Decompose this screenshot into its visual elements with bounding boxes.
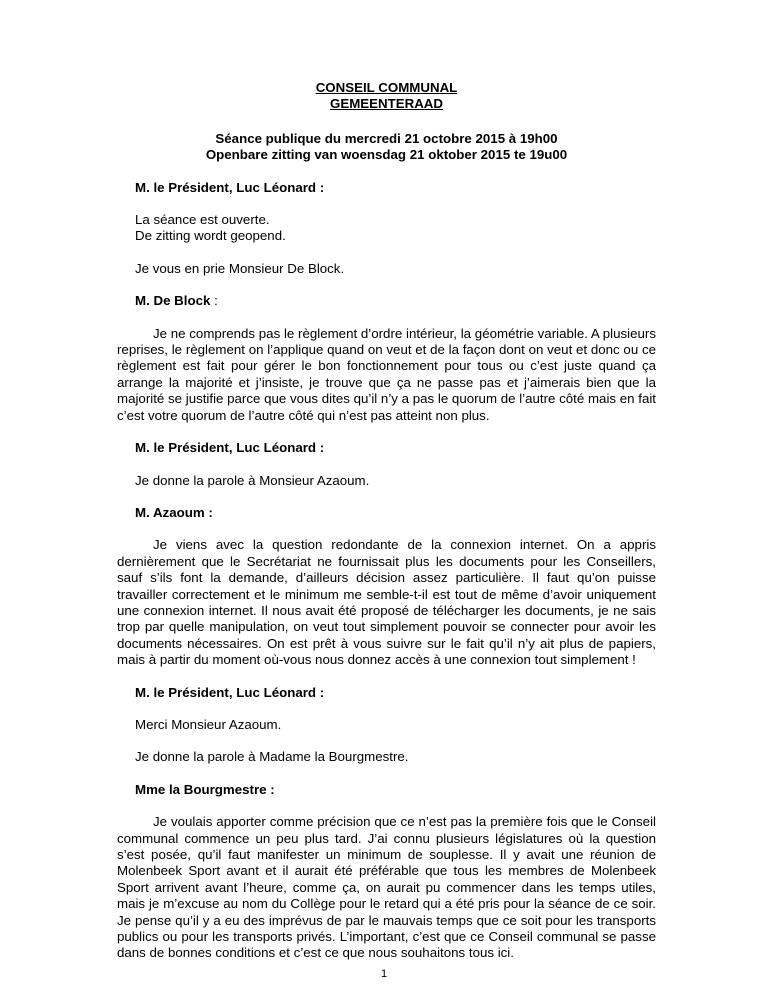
text-invite-de-block: Je vous en prie Monsieur De Block. <box>135 260 345 276</box>
page-number: 1 <box>380 968 388 980</box>
text-zitting-geopend: De zitting wordt geopend. <box>135 228 286 244</box>
document-title <box>117 80 656 113</box>
text-merci-azaoum: Merci Monsieur Azaoum. <box>135 716 282 732</box>
text-seance-ouverte: La séance est ouverte. <box>135 212 270 228</box>
text-parole-bourgmestre: Je donne la parole à Madame la Bourgmestre. <box>135 749 409 765</box>
text-parole-azaoum: Je donne la parole à Monsieur Azaoum. <box>135 472 370 488</box>
speaker-de-block <box>117 293 656 309</box>
session-fr: Séance publique du mercredi 21 octobre 2015 à 19h00 <box>215 130 558 146</box>
speaker-president-1: M. le Président, Luc Léonard : <box>135 179 325 195</box>
speaker-de-block-colon: : <box>210 293 218 309</box>
session-nl: Openbare zitting van woensdag 21 oktober 2015 te 19u00 <box>205 147 568 163</box>
paragraph-azaoum: Je viens avec la question redondante de la connexion internet. On a appris dernièrement que le Secrétariat ne fournissait plus les documents pour les Conseillers, sauf s’ils font la demande, d’ailleurs décision assez particulière. Il faut qu’on puisse travailler correctement et le minimum me semble-t-il est tout de même d’avoir uniquement une connexion internet. Il nous avait été proposé de télécharger les documents, je ne sais trop par quelle manipulation, on veut tout simplement pouvoir se connecter pour avoir les documents nécessaires. On est prêt à vous suivre sur le fait qu’il n’y ait plus de papiers, mais à partir du moment où-vous nous donnez accès à une connexion tout simplement ! <box>117 537 656 668</box>
session-heading <box>117 131 656 164</box>
document-page <box>117 80 656 962</box>
speaker-de-block-name: M. De Block <box>135 293 211 309</box>
speaker-president-2: M. le Président, Luc Léonard : <box>135 440 325 456</box>
paragraph-de-block: Je ne comprends pas le règlement d’ordre intérieur, la géométrie variable. A plusieurs reprises, le règlement on l’applique quand on veut et de la façon dont on veut et donc ou ce règlement est fait pour gérer le bon fonctionnement pour tous ou c’est juste quand ça arrange la majorité et j’insiste, je trouve que ça ne passe pas et j’aimerais bien que la majorité se justifie parce que vous dites qu’il n’y a pas le quorum de l’autre côté mais en fait c’est votre quorum de l’autre côté qui n’est pas atteint non plus. <box>117 325 656 423</box>
title-fr: CONSEIL COMMUNAL <box>315 80 458 95</box>
speaker-bourgmestre: Mme la Bourgmestre : <box>135 781 275 797</box>
paragraph-bourgmestre: Je voulais apporter comme précision que ce n’est pas la première fois que le Conseil communal commence un peu plus tard. J’ai connu plusieurs législatures où la question s’est posée, qu’il faut manifester un minimum de souplesse. Il y avait une réunion de Molenbeek Sport avant et il aurait été préférable que tous les membres de Molenbeek Sport arrivent avant l’heure, comme ça, on aurait pu commencer dans les temps utiles, mais je m’excuse au nom du Collège pour le retard qui a été pris pour la séance de ce soir. Je pense qu’il y a eu des imprévus de par le mauvais temps que ce soit pour les transports publics ou pour les transports privés. L’important, c’est que ce Conseil communal se passe dans de bonnes conditions et c’est ce que nous souhaitons tous ici. <box>117 814 656 961</box>
speaker-president-3: M. le Président, Luc Léonard : <box>135 684 325 700</box>
title-nl: GEMEENTERAAD <box>329 96 444 112</box>
speaker-azaoum: M. Azaoum : <box>135 504 213 520</box>
